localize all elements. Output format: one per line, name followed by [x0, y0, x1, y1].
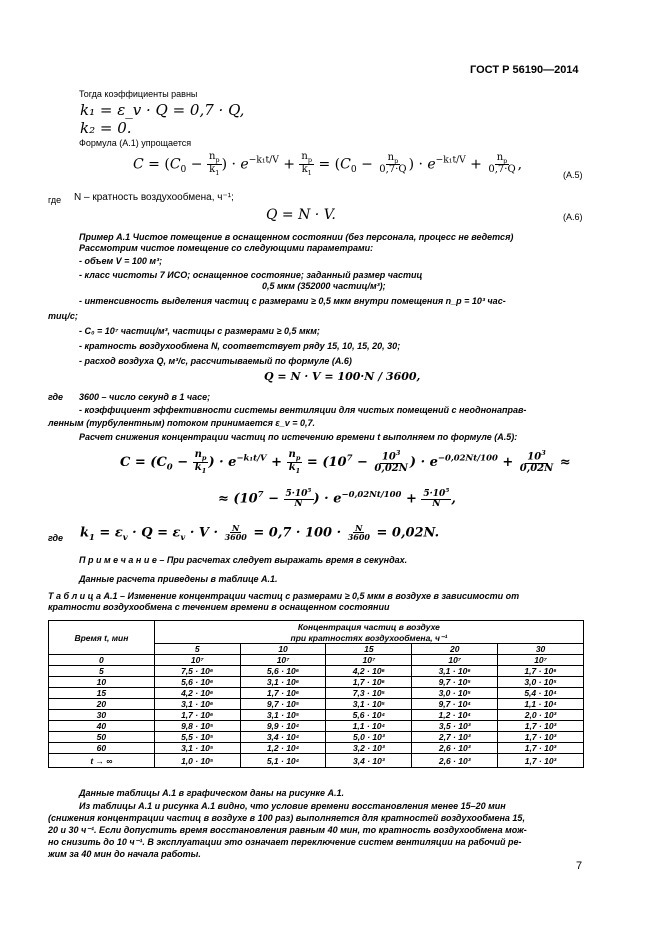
value-cell: 3,0 · 10⁵ [412, 688, 498, 699]
value-cell: 2,6 · 10³ [412, 743, 498, 754]
where-label-2: где [48, 392, 64, 402]
value-cell: 1,7 · 10³ [498, 732, 584, 743]
efficiency-text-cont: ленным (турбулентным) потоком принимается ε_v = 0,7. [48, 418, 315, 428]
value-cell: 4,2 · 10⁶ [326, 666, 412, 677]
value-cell: 9,8 · 10⁵ [154, 721, 240, 732]
equation-a5: $C = (C_0$ − $\frac{n_p}{k_1}$ ) · $e^{-k_1t/V}$ + $\frac{n_p}{k_1}$ = ($C_0$ − $\frac{n_p}{0,7\cdot Q}$ ) · $e^{-k_1t/V}$ + $\frac{n_p}{0,7\cdot Q}$ , [133, 151, 523, 177]
where-n-text: N – кратность воздухообмена, ч⁻¹; [74, 192, 234, 203]
equation-a6-label: (А.6) [563, 212, 583, 222]
header-concentration: Концентрация частиц в воздухе [154, 621, 583, 633]
value-cell: 3,1 · 10⁶ [412, 666, 498, 677]
simplify-text: Формула (А.1) упрощается [79, 138, 192, 148]
flow-formula: Q = N · V = 100·N / 3600, [264, 370, 421, 383]
value-cell: 5,4 · 10⁴ [498, 688, 584, 699]
table-row [49, 721, 584, 732]
value-cell: 3,4 · 10³ [326, 754, 412, 768]
table-row [49, 666, 584, 677]
conclusion-p1: Данные таблицы А.1 в графическом даны на рисунке А.1. [79, 788, 344, 798]
time-cell: 40 [49, 721, 155, 732]
table-caption: Т а б л и ц а А.1 – Изменение концентрации частиц с размерами ≥ 0,5 мкм в воздухе в зависимости от [48, 591, 520, 601]
data-reference: Данные расчета приведены в таблице А.1. [79, 574, 278, 584]
value-cell: 9,7 · 10⁴ [412, 699, 498, 710]
value-cell: 2,6 · 10³ [412, 754, 498, 768]
time-cell: 20 [49, 699, 155, 710]
value-cell: 5,1 · 10⁴ [240, 754, 326, 768]
header-time: Время t, мин [49, 621, 155, 655]
calc-equation-line1: $C = (C_0$ − $\frac{n_p}{k_1}$ ) · $e^{-k_1t/V}$ + $\frac{n_p}{k_1}$ = ($10^7$ − $\frac{10^3}{0,02N}$ ) · $e^{-0,02Nt/100}$ + $\frac{10^3}{0,02N}$ ≈ [120, 449, 571, 475]
value-cell: 1,2 · 10⁴ [412, 710, 498, 721]
time-cell: 5 [49, 666, 155, 677]
value-cell: 1,7 · 10³ [498, 721, 584, 732]
param-class-cont: 0,5 мкм (352000 частиц/м³); [262, 281, 386, 291]
value-cell: 5,6 · 10⁴ [326, 710, 412, 721]
param-volume: - объем V = 100 м³; [79, 256, 163, 266]
value-cell: 10⁷ [498, 655, 584, 666]
efficiency-text: - коэффициент эффективности системы вентиляции для чистых помещений с неоднонаправ- [79, 405, 527, 415]
table-row [49, 677, 584, 688]
value-cell: 3,1 · 10⁶ [154, 699, 240, 710]
value-cell: 1,7 · 10⁶ [154, 710, 240, 721]
table-row [49, 699, 584, 710]
value-cell: 1,7 · 10⁶ [326, 677, 412, 688]
value-cell: 1,7 · 10⁶ [240, 688, 326, 699]
value-cell: 3,4 · 10⁴ [240, 732, 326, 743]
param-intensity-cont: тиц/с; [48, 311, 78, 321]
equation-a5-label: (А.5) [563, 170, 583, 180]
value-cell: 9,7 · 10⁵ [412, 677, 498, 688]
value-cell: 1,7 · 10³ [498, 754, 584, 768]
conclusion-p3: (снижения концентрации частиц в воздухе в 100 раз) выполняется для кратностей воздухообмена 15, [48, 813, 525, 823]
table-row [49, 743, 584, 754]
value-cell: 3,5 · 10³ [412, 721, 498, 732]
rate-header: 15 [326, 644, 412, 655]
time-cell: 30 [49, 710, 155, 721]
conclusion-p4: 20 и 30 ч⁻¹. Если допустить время восстановления равным 40 мин, то кратность воздухообмена мож- [48, 825, 527, 835]
value-cell: 10⁷ [412, 655, 498, 666]
value-cell: 4,2 · 10⁶ [154, 688, 240, 699]
value-cell: 5,6 · 10⁶ [154, 677, 240, 688]
k1-expansion: $k_1 = \varepsilon_v \cdot Q = \varepsilon_v \cdot V$ · $\frac{N}{3600}$ = 0,7 · 100 · $\frac{N}{3600}$ = 0,02N. [80, 523, 440, 543]
page-number: 7 [576, 860, 583, 872]
param-class: - класс чистоты 7 ИСО; оснащенное состояние; заданный размер частиц [79, 270, 423, 280]
time-cell: 60 [49, 743, 155, 754]
example-consider: Рассмотрим чистое помещение со следующими параметрами: [79, 243, 374, 253]
note-text: П р и м е ч а н и е – При расчетах следует выражать время в секундах. [79, 555, 408, 565]
conclusion-p2: Из таблицы А.1 и рисунка А.1 видно, что условие времени восстановления менее 15–20 мин [79, 801, 506, 811]
value-cell: 5,6 · 10⁶ [240, 666, 326, 677]
rate-header: 10 [240, 644, 326, 655]
equation-a6: Q = N · V. [266, 207, 336, 223]
value-cell: 10⁷ [154, 655, 240, 666]
header-rates: при кратностях воздухообмена, ч⁻¹ [154, 632, 583, 644]
value-cell: 1,2 · 10⁴ [240, 743, 326, 754]
time-cell: 0 [49, 655, 155, 666]
param-flow: - расход воздуха Q, м³/с, рассчитываемый по формуле (А.6) [79, 356, 352, 366]
table-row [49, 754, 584, 768]
value-cell: 3,1 · 10⁵ [240, 710, 326, 721]
value-cell: 5,0 · 10³ [326, 732, 412, 743]
where-label-3: где [48, 533, 64, 543]
param-c0: - C₀ = 10⁷ частиц/м³, частицы с размерами ≥ 0,5 мкм; [79, 326, 320, 336]
param-intensity: - интенсивность выделения частиц с размерами ≥ 0,5 мкм внутри помещения n_p = 10³ час- [79, 296, 506, 306]
seconds-text: 3600 – число секунд в 1 часе; [79, 392, 211, 402]
param-rate: - кратность воздухообмена N, соответствует ряду 15, 10, 15, 20, 30; [79, 341, 401, 351]
table-row [49, 732, 584, 743]
value-cell: 7,5 · 10⁶ [154, 666, 240, 677]
k2-formula: k₂ = 0. [80, 119, 132, 137]
value-cell: 1,0 · 10⁵ [154, 754, 240, 768]
table-caption-cont: кратности воздухообмена с течением времени в оснащенном состоянии [48, 602, 390, 612]
k1-formula: k₁ = ε_v · Q = 0,7 · Q, [80, 101, 245, 119]
table-row [49, 688, 584, 699]
intro-text: Тогда коэффициенты равны [79, 89, 198, 99]
time-cell: 10 [49, 677, 155, 688]
conclusion-p6: жим за 40 мин до начала работы. [48, 849, 201, 859]
value-cell: 1,1 · 10⁴ [498, 699, 584, 710]
time-cell: t → ∞ [49, 754, 155, 768]
value-cell: 3,1 · 10⁵ [326, 699, 412, 710]
table-row [49, 710, 584, 721]
calc-equation-line2: ≈ ($10^7$ − $\frac{5\cdot 10^5}{N}$ ) · $e^{-0,02Nt/100}$ + $\frac{5\cdot 10^5}{N}$ , [218, 488, 456, 510]
value-cell: 1,7 · 10³ [498, 743, 584, 754]
concentration-table [48, 620, 584, 768]
value-cell: 10⁷ [240, 655, 326, 666]
time-cell: 50 [49, 732, 155, 743]
calc-text: Расчет снижения концентрации частиц по истечению времени t выполняем по формуле (А.5): [79, 432, 518, 442]
value-cell: 9,9 · 10⁴ [240, 721, 326, 732]
value-cell: 1,1 · 10⁴ [326, 721, 412, 732]
conclusion-p5: но снизить до 10 ч⁻¹. В эксплуатации это означает переключение систем вентиляции на рабочий ре- [48, 837, 522, 847]
value-cell: 3,1 · 10⁵ [154, 743, 240, 754]
rate-header: 5 [154, 644, 240, 655]
rate-header: 30 [498, 644, 584, 655]
time-cell: 15 [49, 688, 155, 699]
value-cell: 3,1 · 10⁶ [240, 677, 326, 688]
rate-header: 20 [412, 644, 498, 655]
table-row [49, 655, 584, 666]
value-cell: 3,2 · 10³ [326, 743, 412, 754]
example-title: Пример А.1 Чистое помещение в оснащенном состоянии (без персонала, процесс не ведется) [79, 232, 514, 242]
where-label: где [48, 195, 62, 205]
value-cell: 7,3 · 10⁵ [326, 688, 412, 699]
value-cell: 5,5 · 10⁵ [154, 732, 240, 743]
value-cell: 9,7 · 10⁵ [240, 699, 326, 710]
value-cell: 3,0 · 10⁵ [498, 677, 584, 688]
value-cell: 2,0 · 10³ [498, 710, 584, 721]
value-cell: 10⁷ [326, 655, 412, 666]
document-id: ГОСТ Р 56190—2014 [470, 64, 579, 76]
value-cell: 1,7 · 10⁶ [498, 666, 584, 677]
value-cell: 2,7 · 10³ [412, 732, 498, 743]
